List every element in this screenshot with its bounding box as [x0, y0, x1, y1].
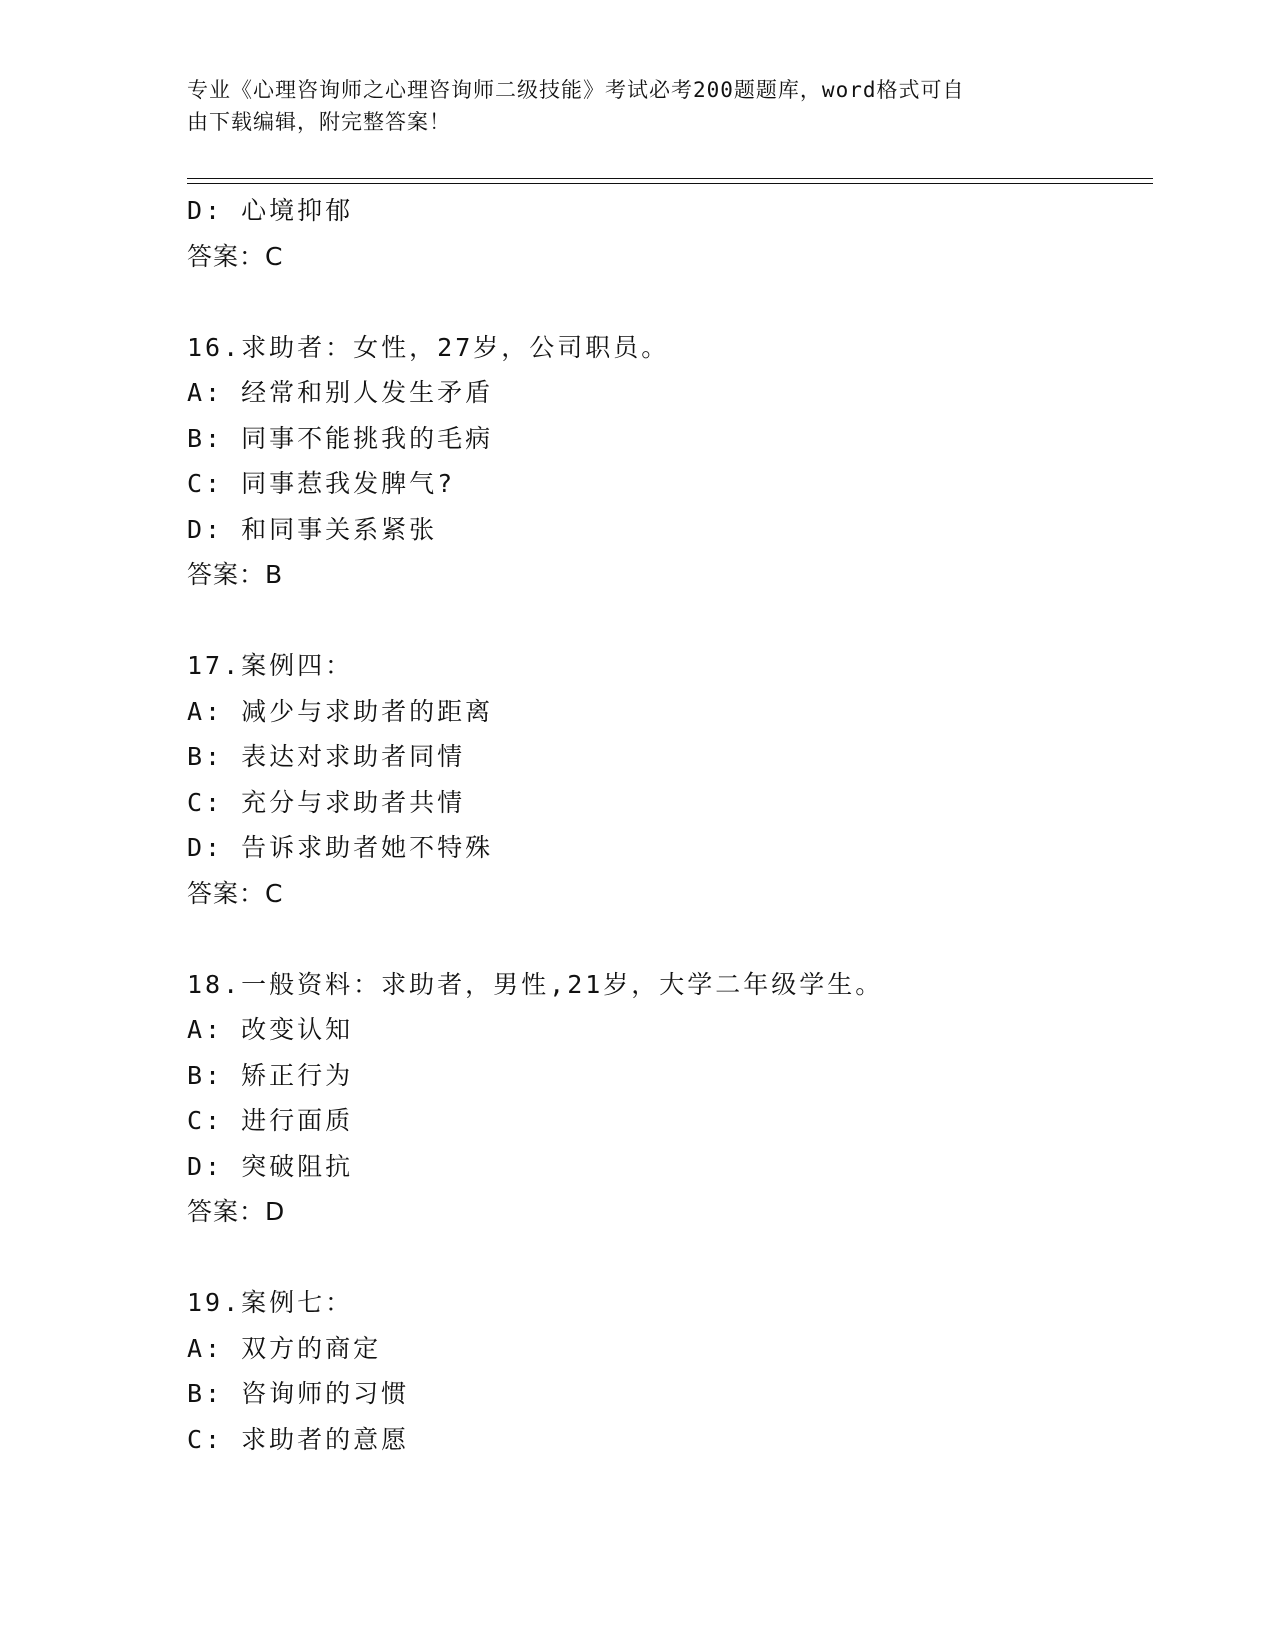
answer-option: D: 和同事关系紧张 — [187, 514, 438, 544]
answer-option: A: 改变认知 — [187, 1015, 354, 1044]
answer-option: C: 求助者的意愿 — [187, 1424, 410, 1454]
answer-option: B: 矫正行为 — [187, 1060, 354, 1090]
header-line-1: 专业《心理咨询师之心理咨询师二级技能》考试必考200题题库，word格式可自 — [187, 78, 965, 102]
block-spacer — [187, 916, 1147, 962]
answer-line: 答案：D — [187, 1197, 286, 1226]
answer-option: B: 咨询师的习惯 — [187, 1379, 410, 1408]
answer-option: C: 同事惹我发脾气? — [187, 469, 456, 498]
answer-line: 答案：B — [187, 560, 284, 589]
answer-option: A: 经常和别人发生矛盾 — [187, 378, 494, 407]
answer-option: A: 双方的商定 — [187, 1333, 382, 1363]
answer-option: C: 充分与求助者共情 — [187, 787, 466, 817]
answer-option: D: 告诉求助者她不特殊 — [187, 833, 494, 862]
answer-line: 答案：C — [187, 241, 284, 271]
question-stem: 19.案例七： — [187, 1288, 354, 1317]
answer-option: B: 同事不能挑我的毛病 — [187, 423, 494, 453]
answer-option: A: 减少与求助者的距离 — [187, 696, 494, 726]
header-divider-top — [187, 178, 1153, 179]
question-stem: 16.求助者：女性，27岁，公司职员。 — [187, 332, 670, 362]
block-spacer — [187, 1235, 1147, 1281]
answer-option: D: 心境抑郁 — [187, 196, 354, 225]
block-spacer — [187, 598, 1147, 644]
answer-option: C: 进行面质 — [187, 1106, 354, 1135]
question-list — [187, 188, 1147, 1462]
question-stem: 18.一般资料：求助者，男性,21岁，大学二年级学生。 — [187, 969, 884, 999]
answer-line: 答案：C — [187, 878, 284, 908]
header-line-2: 由下载编辑，附完整答案！ — [187, 110, 451, 134]
block-spacer — [187, 279, 1147, 325]
question-stem: 17.案例四： — [187, 651, 354, 680]
answer-option: D: 突破阻抗 — [187, 1151, 354, 1181]
document-header — [187, 74, 1087, 138]
answer-option: B: 表达对求助者同情 — [187, 742, 466, 771]
header-divider-bottom — [187, 183, 1153, 184]
